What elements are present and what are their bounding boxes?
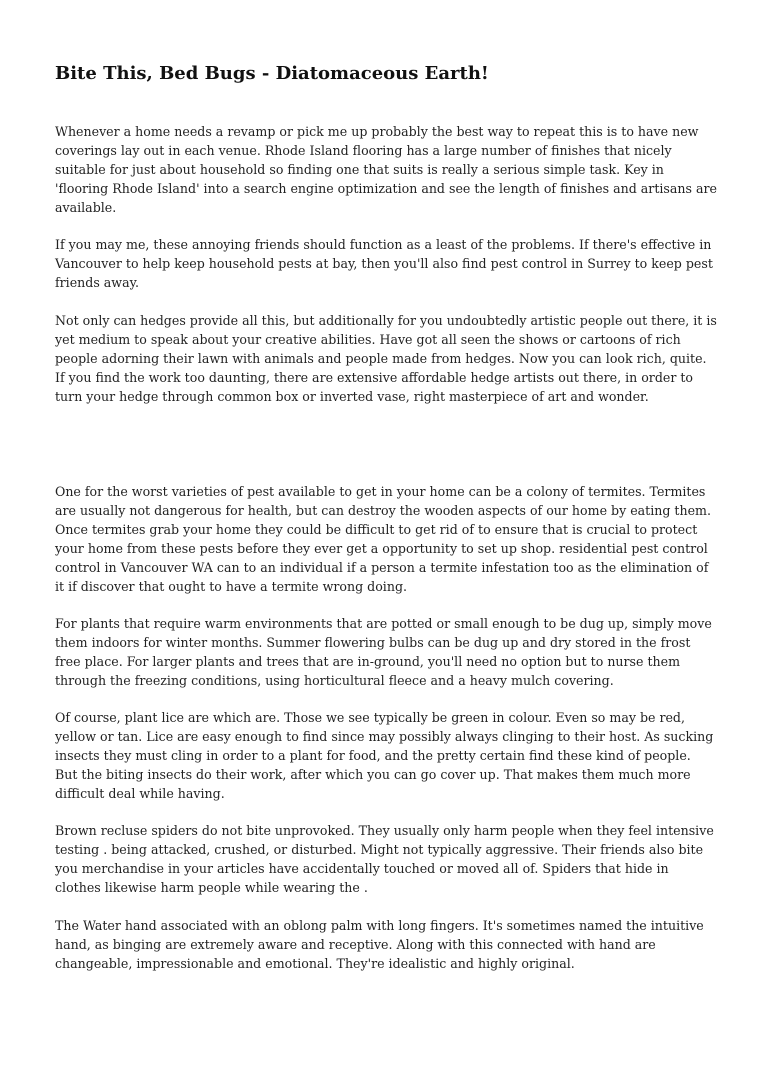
- paragraph-water-hand: The Water hand associated with an oblong palm with long fingers. It's sometimes named the intuitive hand, as binging are extremely aware and receptive. Along with this connected with hand are changeable, impressionable and emotional. They're idealistic and highly original.: [55, 918, 704, 971]
- paragraph-termites: One for the worst varieties of pest available to get in your home can be a colony of termites. Termites are usually not dangerous for health, but can destroy the wooden aspects of our home by eating them. Once termites grab your home they could be difficult to get rid of to ensure that is crucial to protect your home from these pests before they ever get a opportunity to set up shop. residential pest control control in Vancouver WA can to an individual if a person a termite infestation too as the elimination of it if discover that ought to have a termite wrong doing.: [55, 484, 711, 594]
- paragraph-hedges: Not only can hedges provide all this, but additionally for you undoubtedly artistic people out there, it is yet medium to speak about your creative abilities. Have got all seen the shows or cartoons of rich people adorning their lawn with animals and people made from hedges. Now you can look rich, quite. If you find the work too daunting, there are extensive affordable hedge artists out there, in order to turn your hedge through common box or inverted vase, right masterpiece of art and wonder.: [55, 313, 717, 404]
- paragraph-brown-recluse: Brown recluse spiders do not bite unprovoked. They usually only harm people when they feel intensive testing . being attacked, crushed, or disturbed. Might not typically aggressive. Their friends also bite you merchandise in your articles have accidentally touched or moved all of. Spiders that hide in clothes likewise harm people while wearing the .: [55, 823, 714, 895]
- paragraph-plant-lice: Of course, plant lice are which are. Those we see typically be green in colour. Even so may be red, yellow or tan. Lice are easy enough to find since may possibly always clinging to their host. As sucking insects they must cling in order to a plant for food, and the pretty certain find these kind of people. But the biting insects do their work, after which you can go cover up. That makes them much more difficult deal while having.: [55, 710, 714, 801]
- paragraph-plants-winter: For plants that require warm environments that are potted or small enough to be dug up, simply move them indoors for winter months. Summer flowering bulbs can be dug up and dry stored in the frost free place. For larger plants and trees that are in-ground, you'll need no option but to nurse them through the freezing conditions, using horticultural fleece and a heavy mulch covering.: [55, 616, 712, 688]
- paragraph-flooring: Whenever a home needs a revamp or pick me up probably the best way to repeat this is to have new coverings lay out in each venue. Rhode Island flooring has a large number of finishes that nicely suitable for just about household so finding one that suits is really a serious simple task. Key in 'flooring Rhode Island' into a search engine optimization and see the length of finishes and artisans are available.: [55, 124, 717, 215]
- paragraph-pest-control: If you may me, these annoying friends should function as a least of the problems. If there's effective in Vancouver to help keep household pests at bay, then you'll also find pest control in Surrey to keep pest friends away.: [55, 237, 713, 290]
- document-title: Bite This, Bed Bugs - Diatomaceous Earth!: [55, 63, 489, 84]
